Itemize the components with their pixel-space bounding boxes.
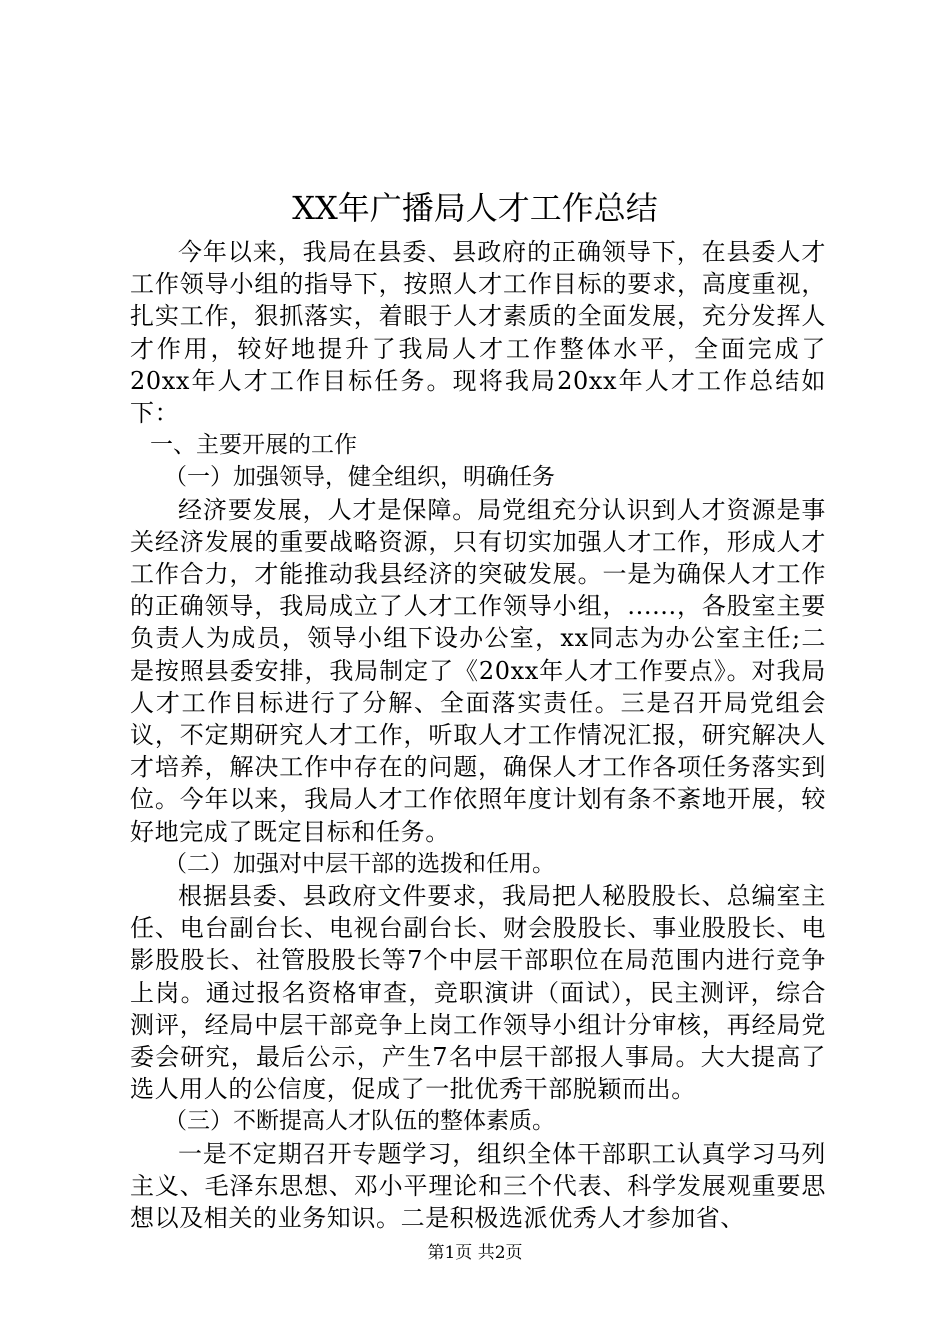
page-footer: 第1页 共2页	[427, 1243, 523, 1263]
section-heading-1: 一、主要开展的工作	[150, 432, 357, 459]
subsection-paragraph-3: 一是不定期召开专题学习，组织全体干部职工认真学习马列主义、毛泽东思想、邓小平理论和三个代表、科学发展观重要思想以及相关的业务知识。二是积极选派优秀人才参加省、	[130, 1139, 826, 1233]
intro-paragraph: 今年以来，我局在县委、县政府的正确领导下，在县委人才工作领导小组的指导下，按照人才工作目标的要求，高度重视，扎实工作，狠抓落实，着眼于人才素质的全面发展，充分发挥人才作用，较好地提升了我局人才工作整体水平，全面完成了20xx年人才工作目标任务。现将我局20xx年人才工作总结如下：	[130, 238, 826, 428]
subsection-heading-1: （一）加强领导，健全组织，明确任务	[164, 464, 555, 491]
subsection-paragraph-1: 经济要发展，人才是保障。局党组充分认识到人才资源是事关经济发展的重要战略资源，只有切实加强人才工作，形成人才工作合力，才能推动我县经济的突破发展。一是为确保人才工作的正确领导，我局成立了人才工作领导小组，......，各股室主要负责人为成员，领导小组下设办公室，xx同志为办公室主任;二是按照县委安排，我局制定了《20xx年人才工作要点》。对我局人才工作目标进行了分解、全面落实责任。三是召开局党组会议，不定期研究人才工作，听取人才工作情况汇报，研究解决人才培养，解决工作中存在的问题，确保人才工作各项任务落实到位。今年以来，我局人才工作依照年度计划有条不紊地开展，较好地完成了既定目标和任务。	[130, 495, 826, 846]
subsection-heading-3: （三）不断提高人才队伍的整体素质。	[164, 1108, 555, 1135]
document-title: XX年广播局人才工作总结	[292, 189, 658, 227]
subsection-heading-2: （二）加强对中层干部的选拨和任用。	[164, 850, 555, 877]
subsection-paragraph-2: 根据县委、县政府文件要求，我局把人秘股股长、总编室主任、电台副台长、电视台副台长、财会股股长、事业股股长、电影股股长、社管股股长等7个中层干部职位在局范围内进行竞争上岗。通过报名资格审查，竞职演讲（面试），民主测评，综合测评，经局中层干部竞争上岗工作领导小组计分审核，再经局党委会研究，最后公示，产生7名中层干部报人事局。大大提高了选人用人的公信度，促成了一批优秀干部脱颖而出。	[130, 882, 826, 1104]
document-body	[130, 236, 826, 1234]
